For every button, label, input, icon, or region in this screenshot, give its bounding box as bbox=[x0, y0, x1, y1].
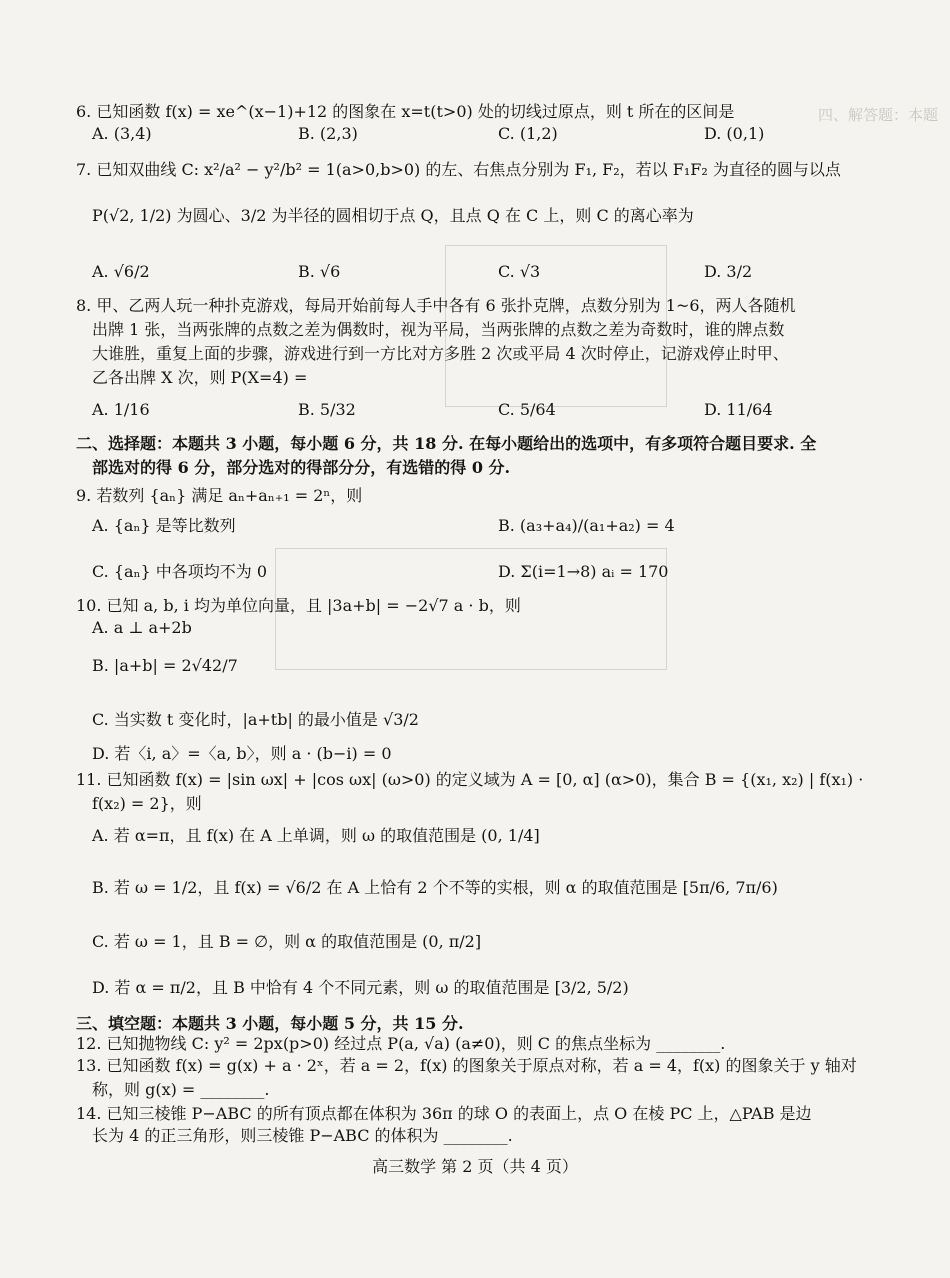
q9-option-c: C. {aₙ} 中各项均不为 0 bbox=[92, 562, 268, 581]
q7-option-d: D. 3/2 bbox=[704, 262, 753, 281]
q12-stem: 12. 已知抛物线 C: y² = 2px(p>0) 经过点 P(a, √a) (a≠0)，则 C 的焦点坐标为 ________. bbox=[76, 1034, 726, 1053]
q6-stem: 6. 已知函数 f(x) = xe^(x−1)+12 的图象在 x=t(t>0) 处的切线过原点，则 t 所在的区间是 bbox=[76, 102, 735, 121]
q8-option-c: C. 5/64 bbox=[498, 400, 556, 419]
q8-stem-line4: 乙各出牌 X 次，则 P(X=4) = bbox=[92, 368, 308, 387]
q11-stem-line2: f(x₂) = 2}，则 bbox=[92, 794, 202, 813]
page-footer: 高三数学 第 2 页（共 4 页） bbox=[372, 1157, 578, 1176]
q6-option-b: B. (2,3) bbox=[298, 124, 358, 143]
q6-option-d: D. (0,1) bbox=[704, 124, 765, 143]
q7-stem-line2: P(√2, 1/2) 为圆心、3/2 为半径的圆相切于点 Q，且点 Q 在 C 上，则 C 的离心率为 bbox=[92, 206, 694, 225]
section2-heading-line1: 二、选择题：本题共 3 小题，每小题 6 分，共 18 分. 在每小题给出的选项中，有多项符合题目要求. 全 bbox=[76, 434, 817, 453]
q9-option-d: D. Σ(i=1→8) aᵢ = 170 bbox=[498, 562, 669, 581]
q8-stem-line1: 8. 甲、乙两人玩一种扑克游戏，每局开始前每人手中各有 6 张扑克牌，点数分别为 1~6，两人各随机 bbox=[76, 296, 796, 315]
q9-option-a: A. {aₙ} 是等比数列 bbox=[92, 516, 236, 535]
q13-stem-line1: 13. 已知函数 f(x) = g(x) + a · 2ˣ，若 a = 2，f(x) 的图象关于原点对称，若 a = 4，f(x) 的图象关于 y 轴对 bbox=[76, 1056, 857, 1075]
q9-stem: 9. 若数列 {aₙ} 满足 aₙ+aₙ₊₁ = 2ⁿ，则 bbox=[76, 486, 363, 505]
q6-option-a: A. (3,4) bbox=[92, 124, 152, 143]
q11-option-c: C. 若 ω = 1，且 B = ∅，则 α 的取值范围是 (0, π/2] bbox=[92, 932, 482, 951]
q11-stem-line1: 11. 已知函数 f(x) = |sin ωx| + |cos ωx| (ω>0) 的定义域为 A = [0, α] (α>0)，集合 B = {(x₁, x₂) | f(x₁) · bbox=[76, 770, 864, 789]
q11-option-d: D. 若 α = π/2，且 B 中恰有 4 个不同元素，则 ω 的取值范围是 [3/2, 5/2) bbox=[92, 978, 629, 997]
q10-option-b: B. |a+b| = 2√42/7 bbox=[92, 656, 238, 675]
q9-option-b: B. (a₃+a₄)/(a₁+a₂) = 4 bbox=[498, 516, 675, 535]
q7-option-a: A. √6/2 bbox=[92, 262, 150, 281]
q6-option-c: C. (1,2) bbox=[498, 124, 558, 143]
q8-option-d: D. 11/64 bbox=[704, 400, 773, 419]
q10-option-d: D. 若〈i, a〉=〈a, b〉，则 a · (b−i) = 0 bbox=[92, 744, 392, 763]
bleed-through-text: 四、解答题：本题 bbox=[818, 106, 939, 124]
q10-stem: 10. 已知 a, b, i 均为单位向量，且 |3a+b| = −2√7 a · b，则 bbox=[76, 596, 521, 615]
q7-option-b: B. √6 bbox=[298, 262, 341, 281]
q7-stem-line1: 7. 已知双曲线 C: x²/a² − y²/b² = 1(a>0,b>0) 的左、右焦点分别为 F₁, F₂，若以 F₁F₂ 为直径的圆与以点 bbox=[76, 160, 841, 179]
q8-option-a: A. 1/16 bbox=[92, 400, 150, 419]
q8-stem-line2: 出牌 1 张，当两张牌的点数之差为偶数时，视为平局，当两张牌的点数之差为奇数时，谁的牌点数 bbox=[92, 320, 785, 339]
q14-stem-line1: 14. 已知三棱锥 P−ABC 的所有顶点都在体积为 36π 的球 O 的表面上，点 O 在棱 PC 上，△PAB 是边 bbox=[76, 1104, 812, 1123]
q10-option-c: C. 当实数 t 变化时，|a+tb| 的最小值是 √3/2 bbox=[92, 710, 419, 729]
q10-option-a: A. a ⊥ a+2b bbox=[92, 618, 192, 637]
q11-option-b: B. 若 ω = 1/2，且 f(x) = √6/2 在 A 上恰有 2 个不等的实根，则 α 的取值范围是 [5π/6, 7π/6) bbox=[92, 878, 778, 897]
q13-stem-line2: 称，则 g(x) = ________. bbox=[92, 1080, 270, 1099]
q7-option-c: C. √3 bbox=[498, 262, 541, 281]
section3-heading: 三、填空题：本题共 3 小题，每小题 5 分，共 15 分. bbox=[76, 1014, 464, 1033]
q14-stem-line2: 长为 4 的正三角形，则三棱锥 P−ABC 的体积为 ________. bbox=[92, 1126, 513, 1145]
section2-heading-line2: 部选对的得 6 分，部分选对的得部分分，有选错的得 0 分. bbox=[92, 458, 511, 477]
q11-option-a: A. 若 α=π，且 f(x) 在 A 上单调，则 ω 的取值范围是 (0, 1/4] bbox=[92, 826, 540, 845]
q8-option-b: B. 5/32 bbox=[298, 400, 356, 419]
q8-stem-line3: 大谁胜，重复上面的步骤，游戏进行到一方比对方多胜 2 次或平局 4 次时停止，记游戏停止时甲、 bbox=[92, 344, 789, 363]
